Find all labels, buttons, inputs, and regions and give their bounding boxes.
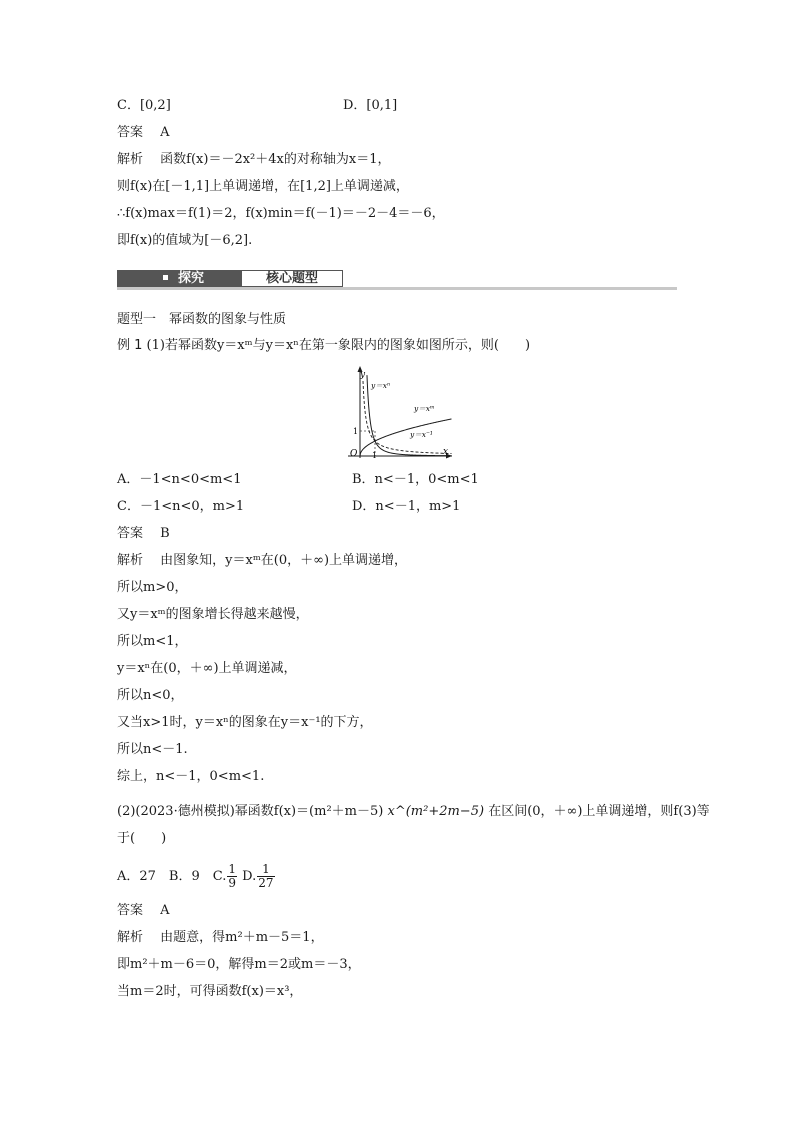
label-x-m: y＝xᵐ [414, 404, 435, 413]
analysis-text: 由图象知，y＝xᵐ在(0，＋∞)上单调递增， [160, 553, 408, 568]
analysis-line: 所以m>0， [117, 580, 188, 595]
answer-value: A [160, 125, 170, 140]
analysis-label: 解析 [117, 930, 144, 945]
answer-row [117, 124, 170, 142]
example2-stem-end: 于( ) [117, 831, 167, 846]
analysis-row [117, 552, 407, 570]
analysis-line: 即f(x)的值域为[－6,2]. [117, 233, 253, 248]
analysis-row [117, 929, 324, 947]
banner-title: 核心题型 [241, 270, 343, 287]
analysis-line: 又y＝xᵐ的图象增长得越来越慢， [117, 607, 309, 622]
tick-y-one: 1 [353, 427, 359, 436]
origin-label: O [350, 449, 358, 459]
analysis-label: 解析 [117, 152, 144, 167]
stem-part: (2)(2023·德州模拟)幂函数f(x)＝(m²＋m－5) [117, 804, 384, 819]
analysis-line: 所以n<0， [117, 688, 184, 703]
answer-value: A [160, 903, 170, 918]
analysis-line: 即m²＋m－6＝0，解得m＝2或m＝－3， [117, 957, 361, 972]
option-d-label: D. [242, 869, 257, 884]
option-a: A．－1<n<0<m<1 [117, 472, 242, 487]
analysis-line: 综上，n<－1，0<m<1. [117, 769, 265, 784]
answer-row [117, 902, 170, 920]
banner-rule [117, 287, 677, 290]
option-c: C．－1<n<0，m>1 [117, 499, 245, 514]
x-axis-label: x [443, 447, 449, 457]
label-x-n: y＝xⁿ [371, 381, 391, 390]
stem-part: 在区间(0，＋∞)上单调递增，则f(3)等 [488, 804, 710, 819]
answer-value: B [160, 526, 170, 541]
analysis-line: 所以m<1， [117, 634, 188, 649]
answer-row [117, 525, 170, 543]
label-x-inverse: y＝x⁻¹ [410, 430, 433, 439]
analysis-line: ∴f(x)max＝f(1)＝2，f(x)min＝f(－1)＝－2－4＝－6， [117, 206, 445, 221]
stem-exponent: x^(m²+2m−5) [387, 804, 485, 819]
answer-label: 答案 [117, 903, 144, 918]
example-text: (1)若幂函数y＝xᵐ与y＝xⁿ在第一象限内的图象如图所示，则( ) [146, 338, 531, 353]
example-stem [117, 337, 530, 355]
analysis-text: 函数f(x)＝－2x²＋4x的对称轴为x＝1， [160, 152, 391, 167]
fraction-one-27th: $\frac{1}{27}$ [258, 862, 274, 890]
banner-tag: 探究 [117, 270, 241, 287]
analysis-line: 当m＝2时，可得函数f(x)＝x³， [117, 984, 303, 999]
option-d: D．n<－1，m>1 [352, 499, 461, 514]
analysis-label: 解析 [117, 553, 144, 568]
analysis-line: y＝xⁿ在(0，＋∞)上单调递减， [117, 661, 297, 676]
option-c: C．[0,2] [117, 98, 171, 113]
y-axis-label: y [360, 370, 366, 380]
analysis-line: 所以n<－1. [117, 742, 188, 757]
analysis-line: 又当x>1时，y＝xⁿ的图象在y＝x⁻¹的下方， [117, 715, 373, 730]
example2-options [117, 862, 276, 892]
example2-stem [117, 803, 710, 821]
option-d: D．[0,1] [343, 98, 398, 113]
square-icon [163, 275, 168, 280]
analysis-text: 由题意，得m²＋m－5＝1， [160, 930, 324, 945]
power-function-graph [340, 364, 455, 460]
answer-label: 答案 [117, 526, 144, 541]
example-label: 例 1 [117, 338, 143, 353]
section-banner [117, 268, 677, 290]
fraction-one-ninth: $\frac{1}{9}$ [228, 862, 237, 890]
answer-label: 答案 [117, 125, 144, 140]
section-title: 题型一 幂函数的图象与性质 [117, 312, 287, 327]
tick-x-one: 1 [372, 451, 378, 460]
options-text: A．27 B．9 C. [117, 869, 227, 884]
analysis-row [117, 151, 390, 169]
analysis-line: 则f(x)在[－1,1]上单调递增，在[1,2]上单调递减， [117, 179, 409, 194]
option-b: B．n<－1，0<m<1 [352, 472, 479, 487]
